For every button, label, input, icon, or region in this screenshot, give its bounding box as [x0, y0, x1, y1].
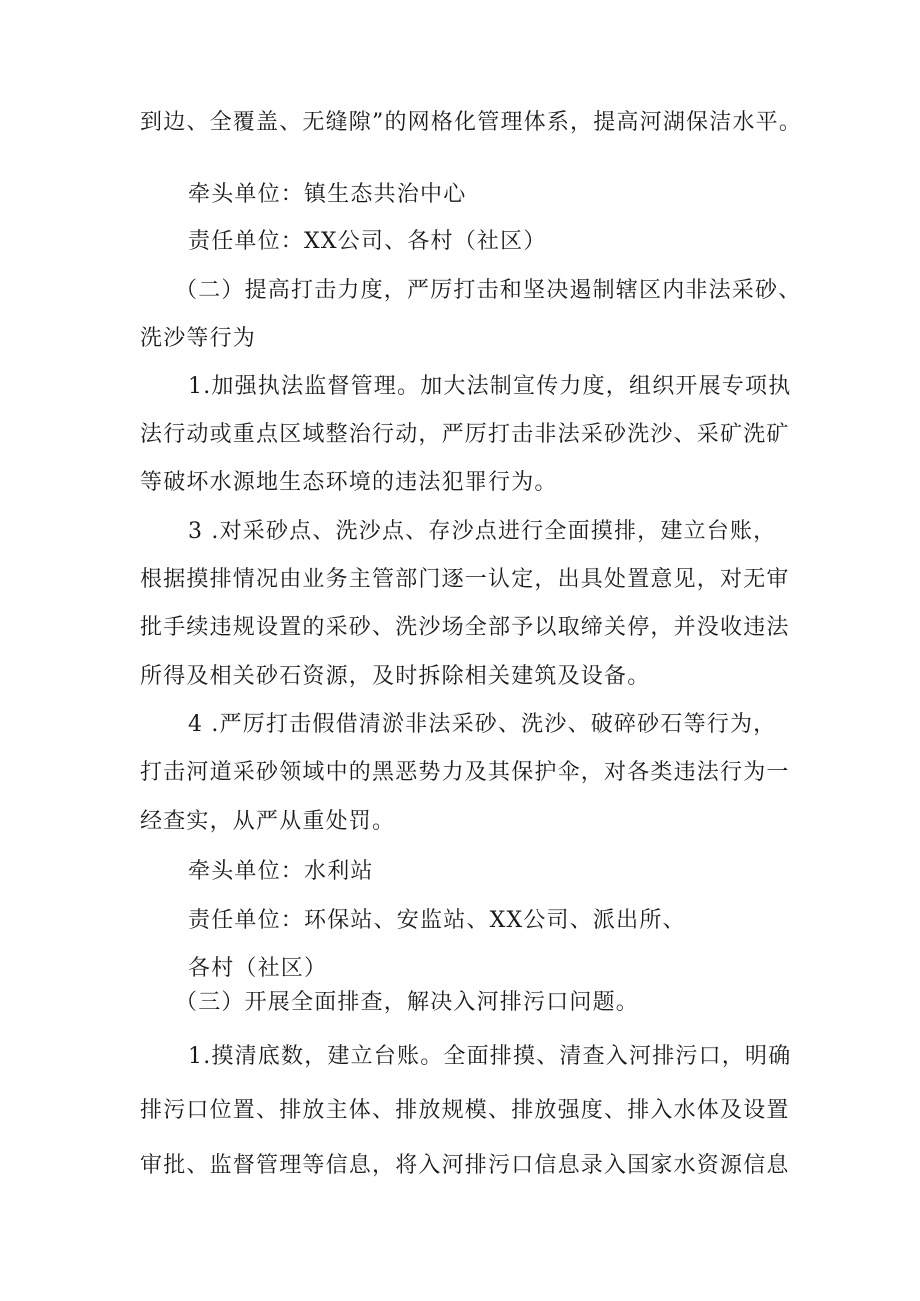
lead-unit-line: 牵头单位：水利站: [188, 859, 374, 884]
section-heading: （三）开展全面排查，解决入河排污口问题。: [175, 990, 640, 1015]
paragraph-line: 打击河道采砂领域中的黑恶势力及其保护伞，对各类违法行为一: [140, 760, 790, 785]
paragraph-line: 所得及相关砂石资源，及时拆除相关建筑及设备。: [140, 664, 651, 689]
paragraph-line: 批手续违规设置的采砂、洗沙场全部予以取缔关停，并没收违法: [140, 615, 790, 640]
paragraph-line: 1.加强执法监督管理。加大法制宣传力度，组织开展专项执: [188, 374, 792, 399]
paragraph-line: 根据摸排情况由业务主管部门逐一认定，出具处置意见，对无审: [140, 567, 790, 592]
paragraph-line: 法行动或重点区域整治行动，严厉打击非法采砂洗沙、采矿洗矿: [140, 422, 790, 447]
paragraph-line: 排污口位置、排放主体、排放规模、排放强度、排入水体及设置: [140, 1098, 790, 1123]
paragraph-line: 审批、监督管理等信息，将入河排污口信息录入国家水资源信息: [140, 1153, 790, 1178]
responsible-unit-line: 责任单位：XX公司、各村（社区）: [188, 229, 547, 254]
section-heading-continued: 洗沙等行为: [140, 326, 257, 351]
lead-unit-line: 牵头单位：镇生态共治中心: [188, 182, 467, 207]
responsible-unit-line-continued: 各村（社区）: [188, 956, 328, 981]
responsible-unit-line: 责任单位：环保站、安监站、XX公司、派出所、: [188, 908, 686, 933]
paragraph-line: 3 .对采砂点、洗沙点、存沙点进行全面摸排，建立台账，: [188, 519, 777, 544]
paragraph-line: 经查实，从严从重处罚。: [140, 809, 396, 834]
paragraph-line: 等破坏水源地生态环境的违法犯罪行为。: [140, 470, 558, 495]
paragraph-line: 到边、全覆盖、无缝隙”的网格化管理体系，提高河湖保洁水平。: [140, 110, 803, 135]
paragraph-line: 1.摸清底数，建立台账。全面排摸、清查入河排污口，明确: [188, 1044, 792, 1069]
section-heading: （二）提高打击力度，严厉打击和坚决遏制辖区内非法采砂、: [175, 278, 802, 303]
paragraph-line: 4 .严厉打击假借清淤非法采砂、洗沙、破碎砂石等行为，: [188, 712, 777, 737]
